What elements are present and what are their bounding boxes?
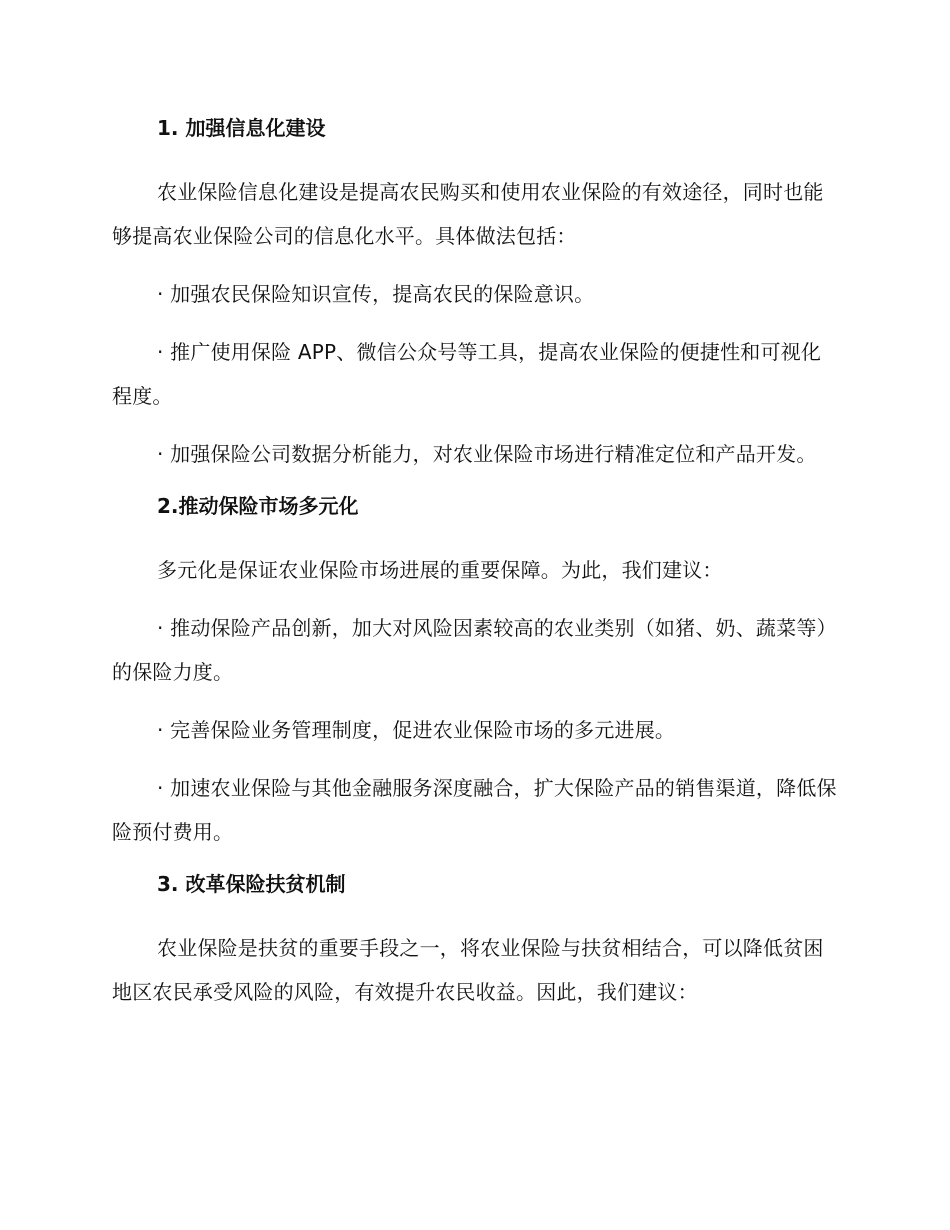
section-1-bullet-1: · 加强农民保险知识宣传，提高农民的保险意识。 [157,282,595,306]
section-2-bullet-2: · 完善保险业务管理制度，促进农业保险市场的多元进展。 [157,718,676,742]
section-3-intro: 农业保险是扶贫的重要手段之一，将农业保险与扶贫相结合，可以降低贫困地区农民承受风险的风险，有效提升农民收益。因此，我们建议： [112,936,824,1004]
document-body [112,112,837,1014]
section-1-bullet-2: · 推广使用保险 APP、微信公众号等工具，提高农业保险的便捷性和可视化程度。 [112,340,822,408]
section-1-heading: 1. 加强信息化建设 [157,116,326,140]
section-2-bullet-1: · 推动保险产品创新，加大对风险因素较高的农业类别（如猪、奶、蔬菜等）的保险力度。 [112,616,837,684]
section-1-intro: 农业保险信息化建设是提高农民购买和使用农业保险的有效途径，同时也能够提高农业保险公司的信息化水平。具体做法包括： [112,180,824,248]
section-1-bullet-3: · 加强保险公司数据分析能力，对农业保险市场进行精准定位和产品开发。 [157,442,817,466]
section-2-intro: 多元化是保证农业保险市场进展的重要保障。为此，我们建议： [157,558,723,582]
section-3-heading: 3. 改革保险扶贫机制 [157,872,346,896]
section-2-bullet-3: · 加速农业保险与其他金融服务深度融合，扩大保险产品的销售渠道，降低保险预付费用。 [112,776,837,844]
section-2-heading: 2.推动保险市场多元化 [157,494,359,518]
